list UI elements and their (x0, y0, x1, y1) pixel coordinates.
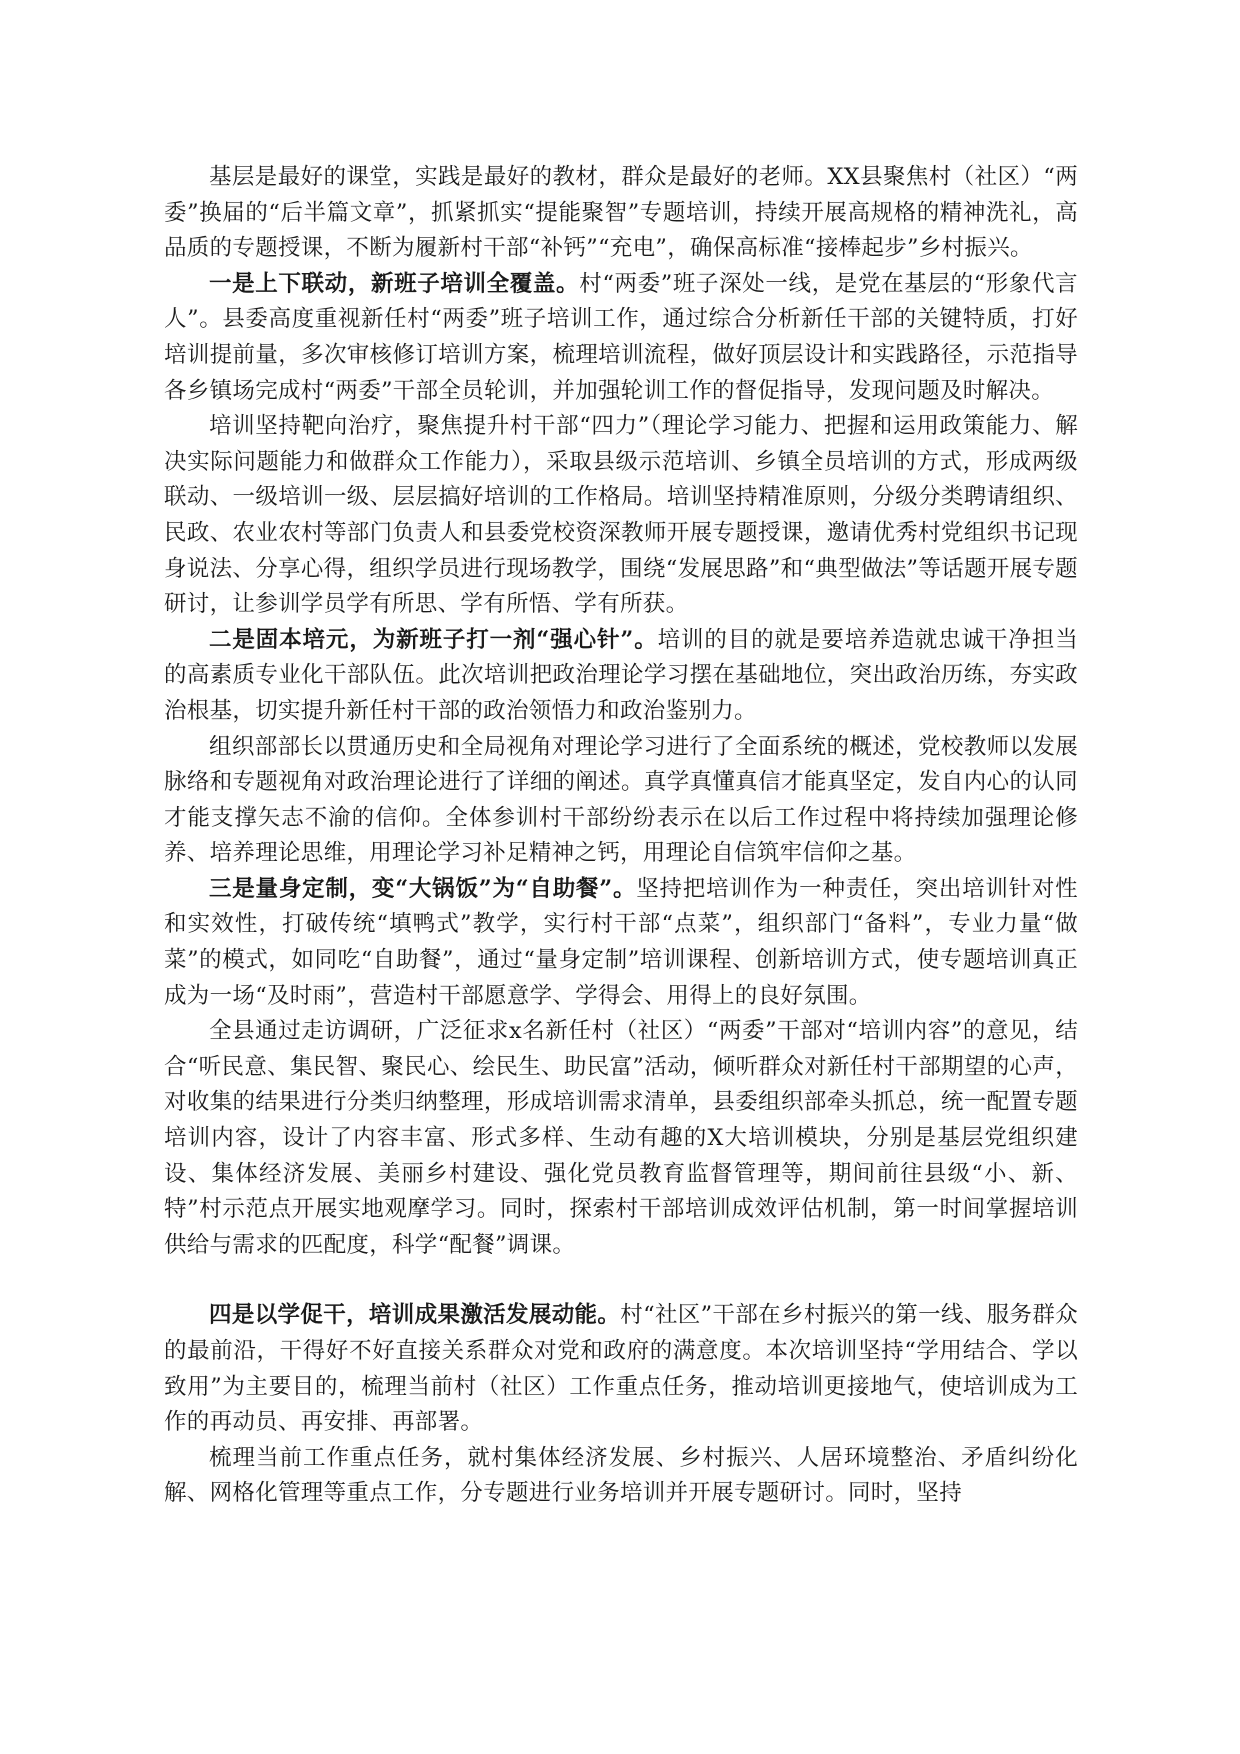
paragraph-section-2 (164, 623, 1078, 730)
paragraph-text: 组织部部长以贯通历史和全局视角对理论学习进行了全面系统的概述，党校教师以发展脉络和专题视角对政治理论进行了详细的阐述。真学真懂真信才能真坚定，发自内心的认同才能支撑矢志不渝的信仰。全体参训村干部纷纷表示在以后工作过程中将持续加强理论修养、培养理论思维，用理论学习补足精神之钙，用理论自信筑牢信仰之基。 (164, 733, 1078, 867)
paragraph-section-4 (164, 1298, 1078, 1440)
paragraph-text: 梳理当前工作重点任务，就村集体经济发展、乡村振兴、人居环境整治、矛盾纠纷化解、网格化管理等重点工作，分专题进行业务培训并开展专题研讨。同时，坚持 (164, 1444, 1078, 1507)
paragraph-section-3 (164, 872, 1078, 1014)
paragraph-section-4-detail (164, 1441, 1078, 1512)
paragraph-lead: 三是量身定制，变“大锅饭”为“自助餐”。 (209, 875, 637, 902)
paragraph-intro (164, 160, 1078, 267)
paragraph-text: 村“两委”班子深处一线，是党在基层的“形象代言人”。县委高度重视新任村“两委”班子培训工作，通过综合分析新任干部的关键特质，打好培训提前量，多次审核修订培训方案，梳理培训流程，做好顶层设计和实践路径，示范指导各乡镇场完成村“两委”干部全员轮训，并加强轮训工作的督促指导，发现问题及时解决。 (164, 270, 1078, 404)
paragraph-text: 村“社区”干部在乡村振兴的第一线、服务群众的最前沿，干得好不好直接关系群众对党和政府的满意度。本次培训坚持“学用结合、学以致用”为主要目的，梳理当前村（社区）工作重点任务，推动培训更接地气，使培训成为工作的再动员、再安排、再部署。 (164, 1302, 1078, 1436)
paragraph-text: 培训坚持靶向治疗，聚焦提升村干部“四力”（理论学习能力、把握和运用政策能力、解决实际问题能力和做群众工作能力），采取县级示范培训、乡镇全员培训的方式，形成两级联动、一级培训一级、层层搞好培训的工作格局。培训坚持精准原则，分级分类聘请组织、民政、农业农村等部门负责人和县委党校资深教师开展专题授课，邀请优秀村党组织书记现身说法、分享心得，组织学员进行现场教学，围绕“发展思路”和“典型做法”等话题开展专题研讨，让参训学员学有所思、学有所悟、学有所获。 (164, 413, 1078, 618)
document-page (164, 160, 1078, 1512)
paragraph-lead: 一是上下联动，新班子培训全覆盖。 (209, 270, 580, 297)
paragraph-text: 基层是最好的课堂，实践是最好的教材，群众是最好的老师。XX县聚焦村（社区）“两委”换届的“后半篇文章”，抓紧抓实“提能聚智”专题培训，持续开展高规格的精神洗礼，高品质的专题授课，不断为履新村干部“补钙”“充电”，确保高标准“接棒起步”乡村振兴。 (164, 164, 1078, 262)
paragraph-section-1-detail (164, 409, 1078, 623)
paragraph-section-1 (164, 267, 1078, 409)
paragraph-section-2-detail (164, 730, 1078, 872)
paragraph-section-3-detail (164, 1014, 1078, 1263)
paragraph-text: 培训的目的就是要培养造就忠诚干净担当的高素质专业化干部队伍。此次培训把政治理论学习摆在基础地位，突出政治历练，夯实政治根基，切实提升新任村干部的政治领悟力和政治鉴别力。 (164, 626, 1078, 724)
paragraph-text: 全县通过走访调研，广泛征求x名新任村（社区）“两委”干部对“培训内容”的意见，结合“听民意、集民智、聚民心、绘民生、助民富”活动，倾听群众对新任村干部期望的心声，对收集的结果进行分类归纳整理，形成培训需求清单，县委组织部牵头抓总，统一配置专题培训内容，设计了内容丰富、形式多样、生动有趣的X大培训模块，分别是基层党组织建设、集体经济发展、美丽乡村建设、强化党员教育监督管理等，期间前往县级“小、新、特”村示范点开展实地观摩学习。同时，探索村干部培训成效评估机制，第一时间掌握培训供给与需求的匹配度，科学“配餐”调课。 (164, 1018, 1078, 1258)
paragraph-lead: 四是以学促干，培训成果激活发展动能。 (209, 1302, 621, 1329)
paragraph-lead: 二是固本培元，为新班子打一剂“强心针”。 (209, 626, 658, 653)
paragraph-text: 坚持把培训作为一种责任，突出培训针对性和实效性，打破传统“填鸭式”教学，实行村干部“点菜”，组织部门“备料”，专业力量“做菜”的模式，如同吃“自助餐”，通过“量身定制”培训课程、创新培训方式，使专题培训真正成为一场“及时雨”，营造村干部愿意学、学得会、用得上的良好氛围。 (164, 875, 1078, 1009)
